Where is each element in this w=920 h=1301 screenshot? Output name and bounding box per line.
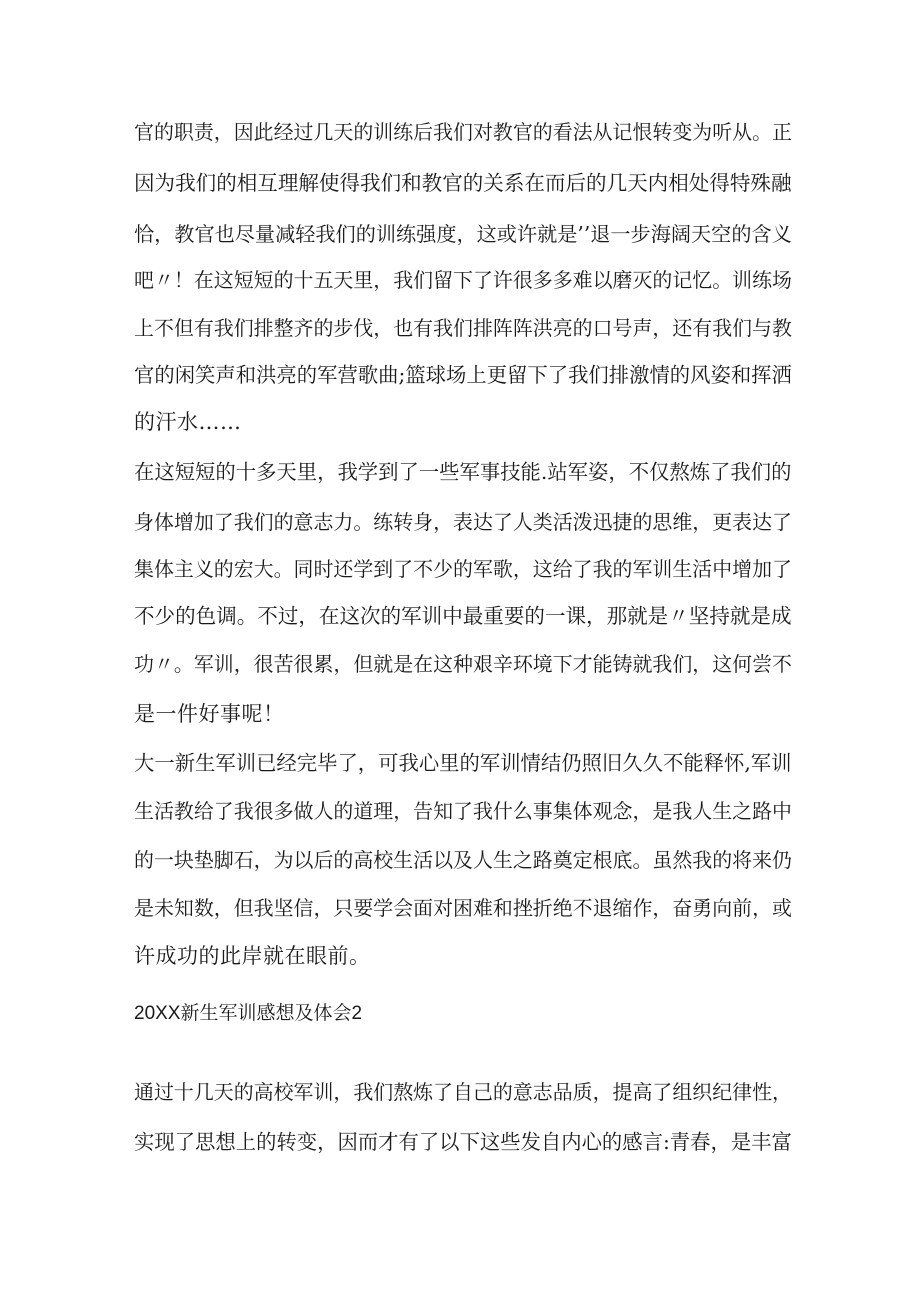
paragraph-2-line-4: 不少的色调。不过，在这次的军训中最重要的一课，那就是〃坚持就是成 bbox=[134, 604, 792, 628]
paragraph-2-line-6: 是一件好事呢！ bbox=[134, 702, 285, 726]
paragraph-3-line-2: 生活教给了我很多做人的道理，告知了我什么事集体观念，是我人生之路中 bbox=[134, 799, 792, 823]
paragraph-1-line-6: 官的闲笑声和洪亮的军营歌曲;篮球场上更留下了我们排激情的风姿和挥洒 bbox=[134, 363, 792, 387]
paragraph-2-line-2: 身体增加了我们的意志力。练转身，表达了人类活泼迅捷的思维，更表达了 bbox=[134, 510, 792, 534]
paragraph-1-line-5: 上不但有我们排整齐的步伐，也有我们排阵阵洪亮的口号声，还有我们与教 bbox=[134, 316, 792, 340]
section-paragraph-line-1: 通过十几天的高校军训，我们熬炼了自己的意志品质，提高了组织纪律性， bbox=[134, 1080, 792, 1104]
paragraph-1-line-4: 吧〃！在这短短的十五天里，我们留下了许很多多难以磨灭的记忆。训练场 bbox=[134, 268, 792, 292]
paragraph-3-line-3: 的一块垫脚石，为以后的高校生活以及人生之路奠定根底。虽然我的将来仍 bbox=[134, 848, 792, 872]
section-heading: 20XX新生军训感想及体会2 bbox=[134, 1003, 363, 1024]
paragraph-3-line-5: 许成功的此岸就在眼前。 bbox=[134, 944, 371, 968]
paragraph-2-line-5: 功〃。军训，很苦很累，但就是在这种艰辛环境下才能铸就我们，这何尝不 bbox=[134, 652, 792, 676]
paragraph-1-line-1: 官的职责，因此经过几天的训练后我们对教官的看法从记恨转变为听从。正 bbox=[134, 120, 792, 144]
section-paragraph-line-2: 实现了思想上的转变，因而才有了以下这些发自内心的感言:青春，是丰富 bbox=[134, 1130, 792, 1154]
paragraph-1-line-3: 恰，教官也尽量减轻我们的训练强度，这或许就是’’退一步海阔天空的含义 bbox=[134, 222, 792, 246]
paragraph-2-line-1: 在这短短的十多天里，我学到了一些军事技能.站军姿，不仅熬炼了我们的 bbox=[134, 460, 792, 484]
paragraph-1-line-7: 的汗水…… bbox=[134, 410, 242, 434]
paragraph-3-line-1: 大一新生军训已经完毕了，可我心里的军训情结仍照旧久久不能释怀,军训 bbox=[134, 751, 792, 775]
paragraph-1-line-2: 因为我们的相互理解使得我们和教官的关系在而后的几天内相处得特殊融 bbox=[134, 171, 792, 195]
paragraph-2-line-3: 集体主义的宏大。同时还学到了不少的军歌，这给了我的军训生活中增加了 bbox=[134, 557, 792, 581]
paragraph-3-line-4: 是未知数，但我坚信，只要学会面对困难和挫折绝不退缩作，奋勇向前，或 bbox=[134, 896, 792, 920]
